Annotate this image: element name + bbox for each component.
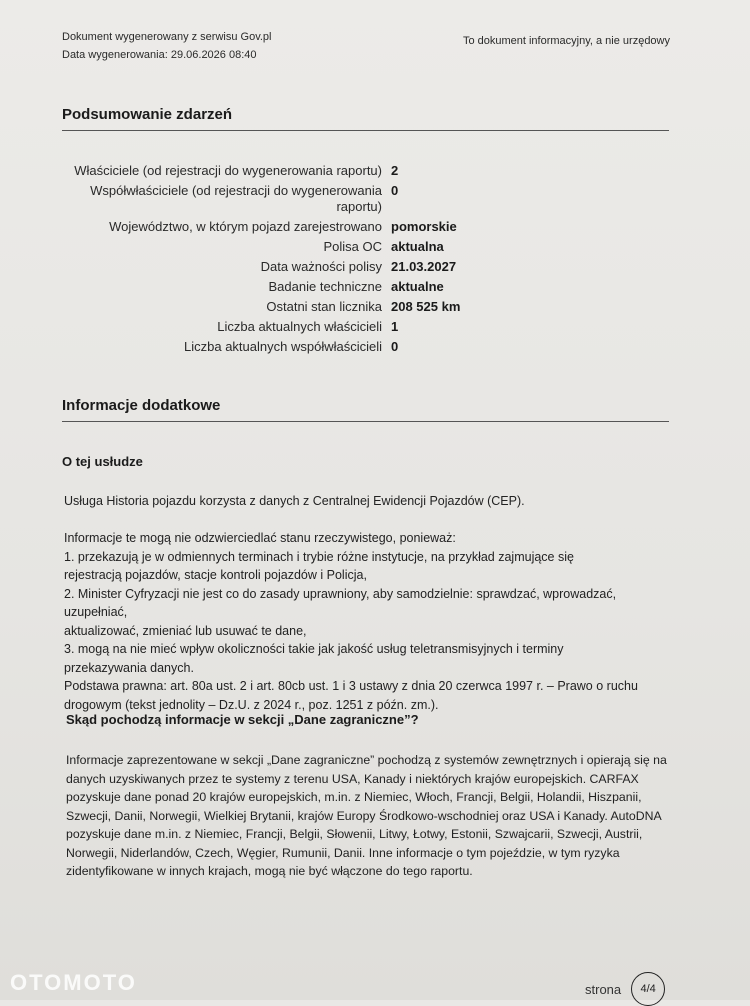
summary-value: 2 [391,163,399,178]
about-intro [64,492,674,511]
summary-key: Badanie techniczne [268,279,382,294]
page-indicator [585,972,665,1006]
summary-value: 0 [391,339,399,354]
paragraph-line: pozyskuje dane m.in. z Niemiec, Francji, Belgii, Słowenii, Litwy, Łotwy, Estonii, Szwajcarii, Szwecji, Austrii, [66,827,643,841]
source-line: Dokument wygenerowany z serwisu Gov.pl [62,31,272,43]
summary-key: Województwo, w którym pojazd zarejestrowano [109,219,382,234]
summary-row [62,259,669,275]
paragraph-line: 2. Minister Cyfryzacji nie jest co do zasady uprawniony, aby samodzielnie: sprawdzać, wprowadzać, uzupełniać, [64,586,617,619]
paragraph-line: pozyskuje dane ponad 20 krajów europejskich, m.in. z Niemiec, Włoch, Francji, Belgii, Holandii, Hiszpanii, [66,790,642,804]
summary-key: Polisa OC [323,239,382,254]
summary-row [62,339,669,355]
summary-row [62,279,669,295]
additional-divider [62,421,669,422]
summary-key: Data ważności polisy [260,259,382,274]
date-line [62,46,272,64]
summary-key: Współwłaściciele (od rejestracji do wygenerowania raportu) [90,183,382,214]
summary-key: Ostatni stan licznika [266,299,382,314]
foreign-data-text [66,751,686,881]
summary-value: aktualne [391,279,444,294]
paragraph-line: Informacje te mogą nie odzwierciedlać stanu rzeczywistego, ponieważ: [64,531,456,545]
summary-value: 1 [391,319,399,334]
paragraph-line: przekazywania danych. [64,660,194,675]
summary-value: 0 [391,183,399,198]
paragraph-line: Informacje zaprezentowane w sekcji „Dane zagraniczne” pochodzą z systemów zewnętrznych i opierają się na [66,753,667,767]
summary-value: 208 525 km [391,299,461,314]
paragraph-line: zidentyfikowane w innych krajach, mogą nie być włączone do tego raportu. [66,864,473,878]
summary-value: 21.03.2027 [391,259,457,274]
about-details [64,529,674,714]
summary-value: aktualna [391,239,444,254]
summary-row [62,319,669,335]
page-label: strona [585,981,622,997]
summary-row [62,219,669,235]
paragraph-line: aktualizować, zmieniać lub usuwać te dane, [64,623,307,638]
paragraph-line: Usługa Historia pojazdu korzysta z danych z Centralnej Ewidencji Pojazdów (CEP). [64,494,525,508]
paragraph-line: Szwecji, Danii, Norwegii, Wielkiej Brytanii, krajów Europy Środkowo-wschodniej oraz USA i Kanady. AutoDNA [66,808,662,823]
paragraph-line: 3. mogą na nie mieć wpływ okoliczności takie jak jakość usług teletransmisyjnych i terminy [64,642,564,656]
paragraph-line: 1. przekazują je w odmiennych terminach i trybie różne instytucje, na przykład zajmujące się [64,549,574,564]
summary-row [62,239,669,255]
summary-table [62,163,669,359]
date-label: Data wygenerowania: [62,49,168,61]
otomoto-watermark: OTOMOTO [10,970,137,995]
page-number-badge: 4/4 [631,972,665,1006]
summary-title: Podsumowanie zdarzeń [62,106,233,123]
summary-key: Liczba aktualnych współwłaścicieli [184,339,382,354]
summary-row [62,299,669,315]
summary-key: Właściciele (od rejestracji do wygenerowania raportu) [74,163,382,178]
additional-info-title: Informacje dodatkowe [62,397,221,414]
paragraph-line: Norwegii, Niderlandów, Czech, Węgier, Rumunii, Danii. Inne informacje o tym pojeździe, w tym ryzyka [66,845,620,860]
summary-key: Liczba aktualnych właścicieli [217,319,382,334]
document-header [62,28,272,64]
paragraph-line: drogowym (tekst jednolity – Dz.U. z 2024 r., poz. 1251 z późn. zm.). [64,697,439,712]
informative-notice: To dokument informacyjny, a nie urzędowy [462,35,670,47]
foreign-data-heading: Skąd pochodzą informacje w sekcji „Dane zagraniczne”? [66,712,419,727]
paragraph-line: Podstawa prawna: art. 80a ust. 2 i art. 80cb ust. 1 i 3 ustawy z dnia 20 czerwca 1997 r. – Prawo o ruchu [64,679,638,693]
summary-value: pomorskie [391,219,457,234]
date-value: 29.06.2026 08:40 [170,49,257,61]
about-service-heading: O tej usłudze [62,454,143,469]
paragraph-line: rejestracją pojazdów, stacje kontroli pojazdów i Policja, [64,568,367,582]
paragraph-line: danych uzyskiwanych przez te systemy z terenu USA, Kanady i niektórych krajów europejskich. CARFAX [66,771,639,786]
summary-row [62,183,669,215]
summary-row [62,163,669,179]
summary-divider [62,130,669,131]
